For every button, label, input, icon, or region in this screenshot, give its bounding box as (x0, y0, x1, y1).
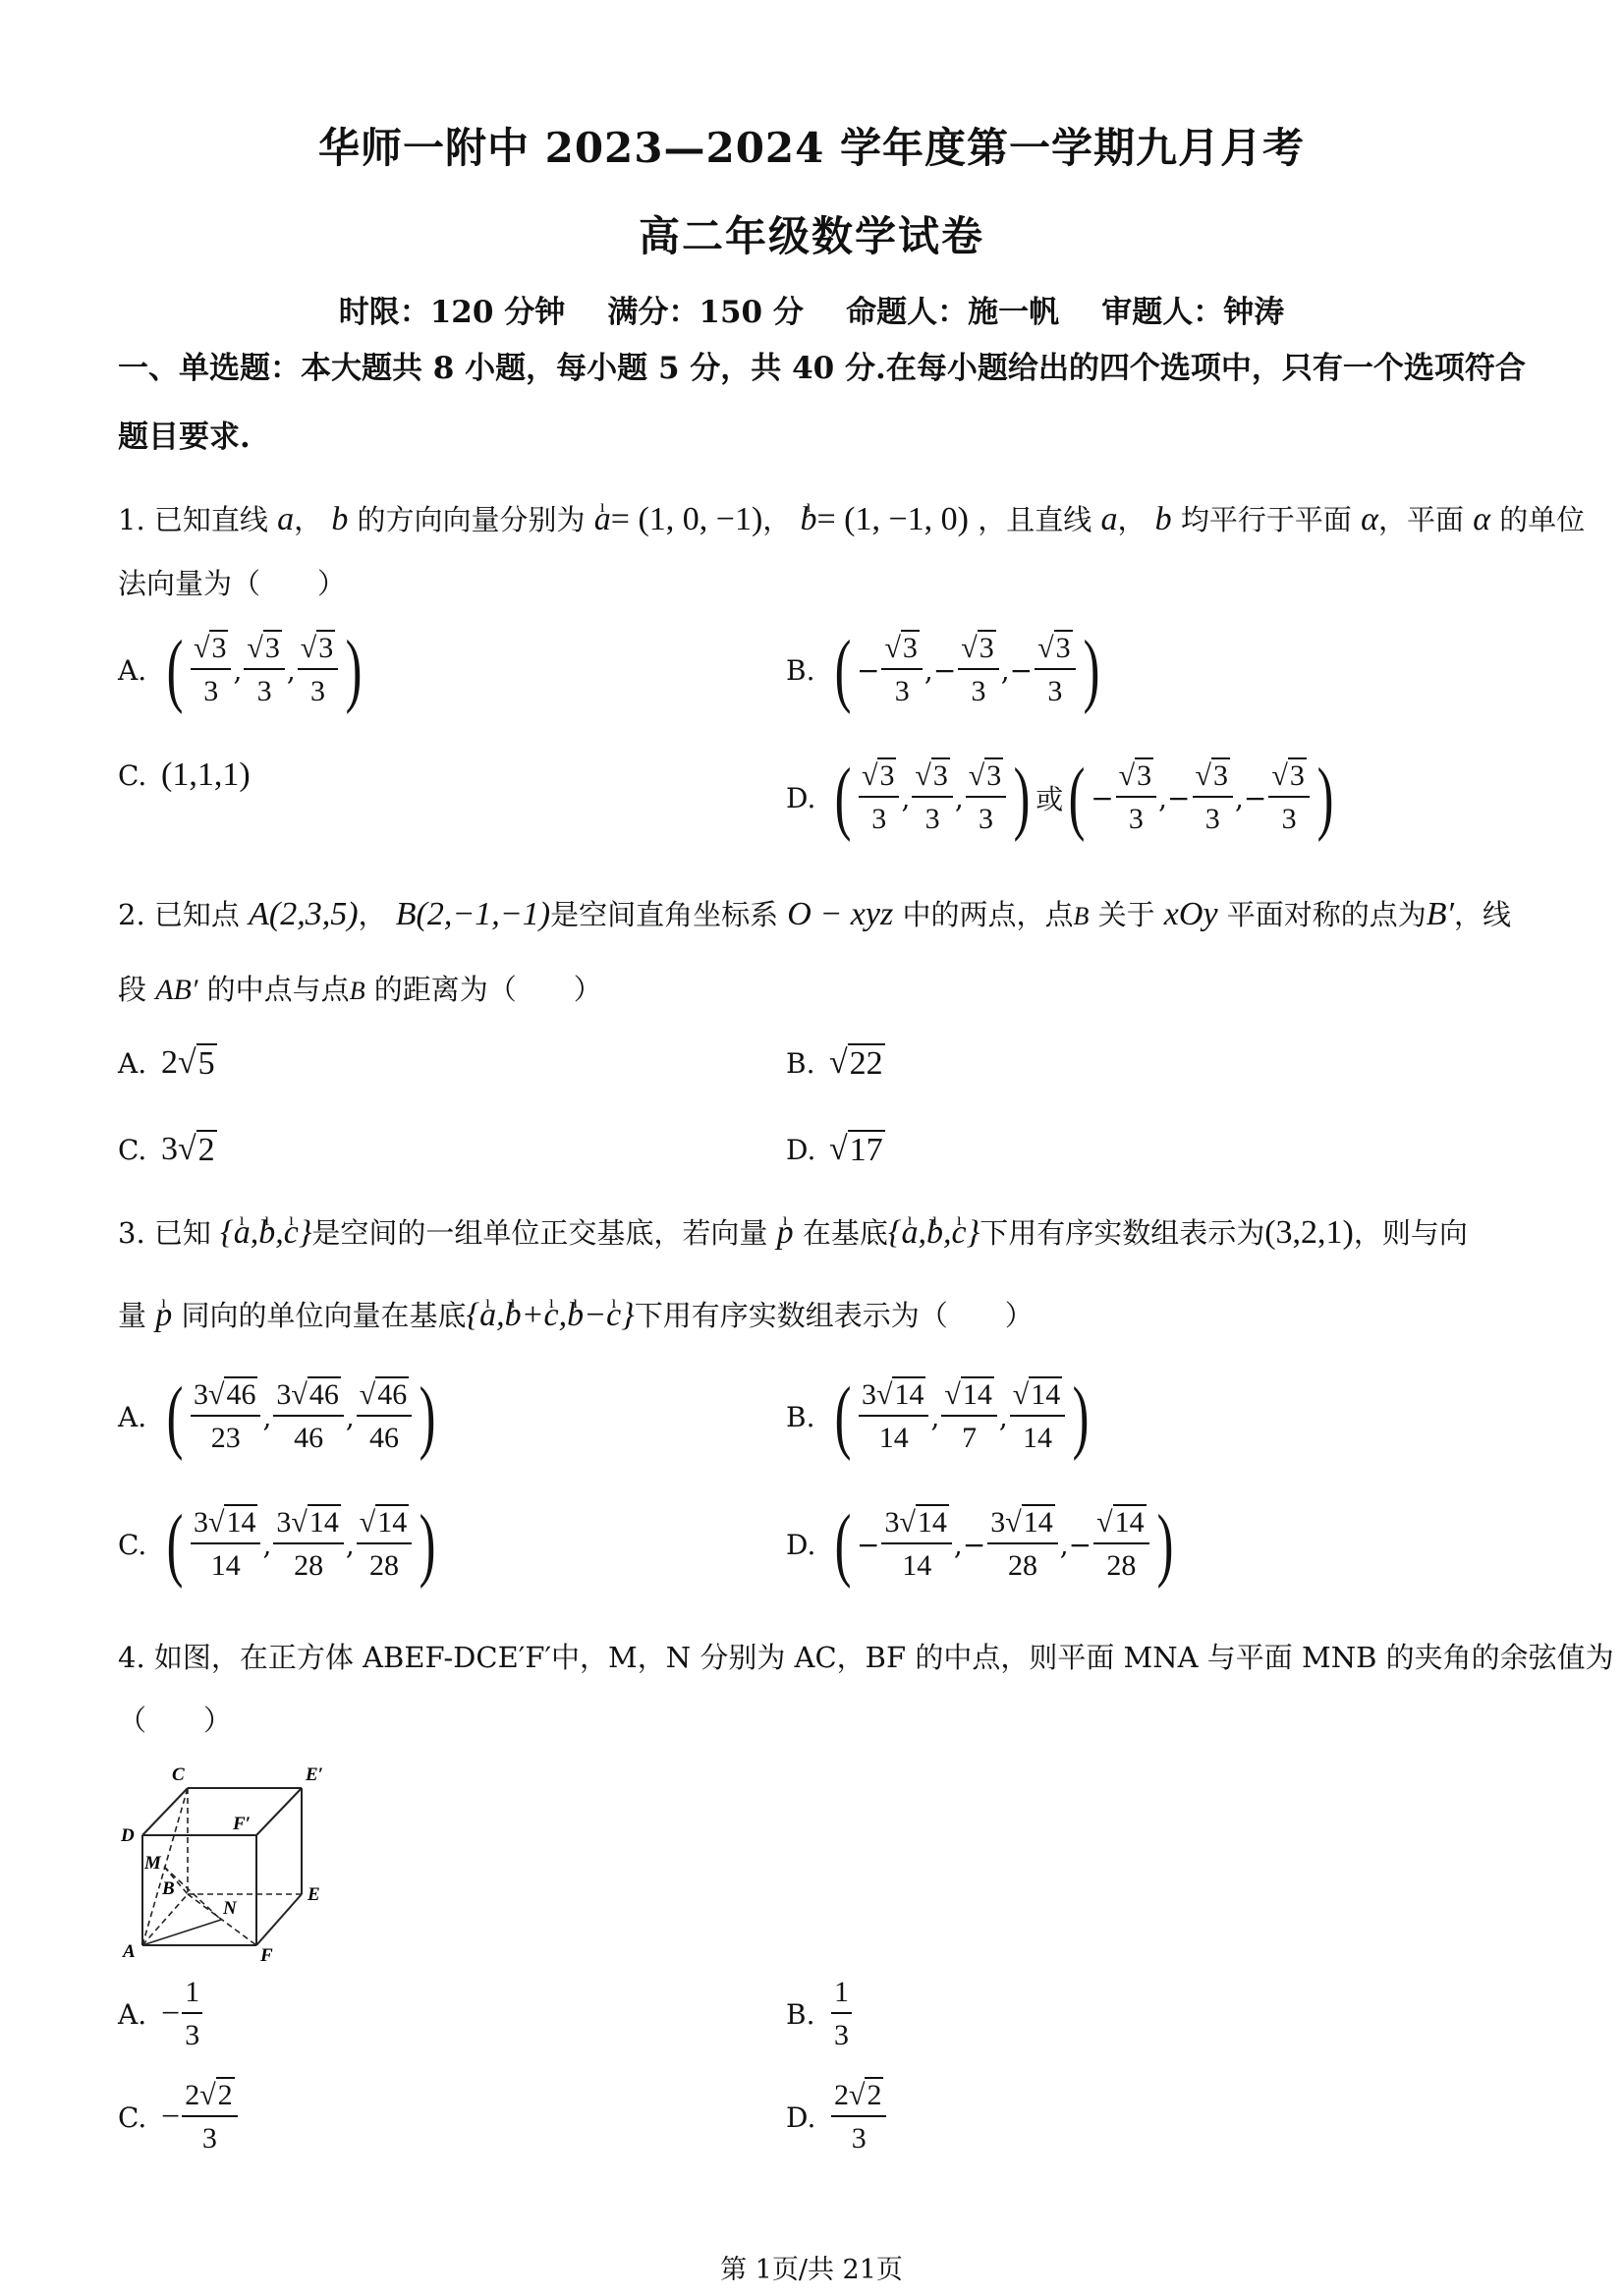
q2-text: ，线 (1454, 898, 1512, 931)
fraction: $\frac{√46}{46}$ (357, 1377, 412, 1456)
var-b-point: B (1073, 902, 1090, 930)
plane-xoy: xOy (1163, 896, 1218, 932)
option-label: C. (118, 758, 147, 792)
q2-text: 2. 已知点 (118, 898, 240, 931)
option-label: A. (118, 1997, 147, 2031)
q3-text: 3. 已知 (118, 1216, 211, 1250)
q3-text: ，则与向 (1353, 1216, 1468, 1250)
q1-text: 的单位 (1499, 503, 1586, 536)
q3-option-d[interactable]: D. ( − $\frac{3√14}{14}$ ,− $\frac{3√14}{28}$ ,− $\frac{√14}{28}$ ) (786, 1498, 1173, 1590)
cube-label-a: A (123, 1941, 136, 1962)
q4-option-d[interactable] (786, 2078, 888, 2156)
fraction: $\frac{3√14}{28}$ (273, 1505, 343, 1584)
q1-option-b[interactable]: B. ( − $\frac{√3}{3}$ ,− $\frac{√3}{3}$ ,− $\frac{√3}{3}$ ) (786, 624, 1099, 715)
q2-text: 平面对称的点为 (1226, 898, 1427, 931)
q4-stem-line1: 4. 如图，在正方体 ABEF-DCE′F′中，M，N 分别为 AC，BF 的中点，则平面 MNA 与平面 MNB 的夹角的余弦值为 (118, 1641, 1614, 1674)
section-heading: 一、单选题：本大题共 8 小题，每小题 5 分，共 40 分.在每小题给出的四个选项中，只有一个选项符合题目要求. (118, 351, 1526, 455)
option-label: D. (786, 2100, 816, 2134)
q1-text: 1. 已知直线 (118, 503, 268, 536)
fraction: $\frac{3√46}{46}$ (273, 1377, 343, 1456)
q2-option-d[interactable]: D. √ 17 (786, 1131, 883, 1168)
cube-label-e: E (308, 1884, 320, 1905)
cube-label-f-prime: F′ (233, 1814, 252, 1834)
fraction: $\frac{1}{3}$ (182, 1975, 202, 2053)
q1-stem-line1: 1. 已知直线 a， b 的方向向量分别为 ı a= (1, 0, −1)， ı b= (1, −1, 0) ，且直线 a， b 均平行于平面 α，平面 α 的单位 (118, 501, 1585, 538)
q2-option-b[interactable]: B. √ 22 (786, 1044, 883, 1082)
option-label: C. (118, 2100, 147, 2134)
q1-option-a[interactable]: A. ( $\frac{√3}{3}$ , $\frac{√3}{3}$ , $\frac{√3}{3}$ ) (118, 624, 363, 715)
coefficient: 3 (161, 1131, 178, 1167)
cube-label-f: F (260, 1945, 273, 1965)
q3-text: 下用有序实数组表示为（ ） (634, 1299, 1034, 1332)
option-label: A. (118, 1400, 147, 1433)
fraction: $\frac{√14}{28}$ (357, 1505, 412, 1584)
q2-stem-line1: 2. 已知点 A(2,3,5)， B(2,−1,−1)是空间直角坐标系 O − xyz 中的两点，点B 关于 xOy 平面对称的点为B′，线 (118, 896, 1512, 932)
option-label: A. (118, 1046, 147, 1080)
coordinate-system: O − xyz (787, 896, 894, 932)
fraction: $\frac{√3}{3}$ (1035, 631, 1075, 709)
q2-text: 中的两点，点 (902, 898, 1074, 931)
point-b-prime: B′ (1426, 896, 1454, 932)
point-b: B(2,−1,−1) (395, 896, 551, 932)
fraction: $\frac{√3}{3}$ (859, 758, 899, 837)
q2-text: 段 (118, 973, 147, 1006)
q1-text: ，平面 (1377, 503, 1464, 536)
fraction: $\frac{3√46}{23}$ (191, 1377, 260, 1456)
q4-stem-line2: （ ） (118, 1704, 233, 1737)
exam-meta: 时限：120 分钟 满分：150 分 命题人：施一帆 审题人：钟涛 (338, 295, 1285, 330)
fraction: $\frac{2√2}{3}$ (831, 2078, 886, 2156)
q3-text: 下用有序实数组表示为 (979, 1216, 1265, 1250)
fraction: $\frac{√3}{3}$ (1268, 758, 1309, 837)
q4-option-c[interactable]: C. − $\frac{2√2}{3}$ (118, 2078, 240, 2156)
radicand: 5 (197, 1045, 215, 1082)
option-label: C. (118, 1133, 147, 1166)
basis-abc: {ı a,ı b,ı c} (220, 1214, 311, 1251)
q3-stem-line2 (118, 1297, 1034, 1334)
or-text: 或 (1035, 783, 1064, 815)
option-label: B. (786, 1997, 815, 2031)
cube-label-m: M (144, 1853, 161, 1874)
option-value: (1,1,1) (161, 756, 251, 793)
fraction: $\frac{√3}{3}$ (912, 758, 952, 837)
page-number: 第 1页/共 21页 (720, 2255, 903, 2285)
q2-option-c[interactable]: C. 3 √ 2 (118, 1131, 215, 1168)
radicand: 2 (197, 1132, 215, 1168)
exam-subtitle: 高二年级数学试卷 (638, 212, 984, 260)
fraction: $\frac{3√14}{28}$ (987, 1505, 1057, 1584)
q1-text: ，且直线 (978, 503, 1092, 536)
option-label: B. (786, 1046, 815, 1080)
fraction: $\frac{√3}{3}$ (191, 631, 231, 709)
var-alpha: α (1473, 501, 1491, 537)
option-label: D. (786, 1133, 816, 1166)
fraction: $\frac{√3}{3}$ (298, 631, 338, 709)
option-label: D. (786, 781, 816, 814)
radicand: 17 (849, 1132, 883, 1168)
cube-label-b: B (162, 1878, 175, 1899)
vector-a-value: = (1, 0, −1) (610, 501, 763, 537)
fraction: $\frac{√3}{3}$ (244, 631, 284, 709)
fraction: $\frac{√3}{3}$ (1193, 758, 1233, 837)
vector-p: ı p (777, 1214, 794, 1252)
q3-option-b[interactable]: B. ( $\frac{3√14}{14}$ , $\frac{√14}{7}$ , $\frac{√14}{14}$ ) (786, 1371, 1090, 1462)
q2-text: 的中点与点 (206, 973, 350, 1006)
var-a: a (277, 501, 295, 537)
fraction: $\frac{√14}{28}$ (1093, 1505, 1148, 1584)
q1-text: 的方向向量分别为 (357, 503, 586, 536)
point-a: A(2,3,5) (249, 896, 359, 932)
q3-option-c[interactable]: C. ( $\frac{3√14}{14}$ , $\frac{3√14}{28}$ , $\frac{√14}{28}$ ) (118, 1498, 436, 1590)
fraction: $\frac{√14}{7}$ (941, 1377, 996, 1456)
option-label: C. (118, 1528, 147, 1561)
q1-option-d[interactable]: D. ( $\frac{√3}{3}$ , $\frac{√3}{3}$ , $\frac{√3}{3}$ ) 或 ( − $\frac{√3}{3}$ ,− $\frac{√3}{3}$ ,− $\frac{√3}{3}$ ) (786, 752, 1334, 843)
var-b: b (1154, 501, 1172, 537)
cube-label-n: N (223, 1898, 237, 1919)
var-b: b (331, 501, 349, 537)
exam-title: 华师一附中 2023—2024 学年度第一学期九月月考 (317, 124, 1306, 172)
var-alpha: α (1361, 501, 1378, 537)
cube-figure (113, 1749, 349, 1965)
fraction: $\frac{√3}{3}$ (966, 758, 1006, 837)
q4-option-a[interactable]: A. − $\frac{1}{3}$ (118, 1975, 204, 2053)
fraction: $\frac{3√14}{14}$ (859, 1377, 928, 1456)
fraction: $\frac{√14}{14}$ (1010, 1377, 1065, 1456)
q1-text: 均平行于平面 (1180, 503, 1352, 536)
vector-b-value: = (1, −1, 0) (816, 501, 969, 537)
q3-text: 在基底 (802, 1216, 888, 1250)
q1-stem-line2: 法向量为（ ） (118, 567, 347, 600)
cube-label-d: D (121, 1825, 135, 1846)
vector-a: ı a (594, 501, 611, 538)
cube-label-c: C (172, 1764, 185, 1785)
q3-option-a[interactable]: A. ( $\frac{3√46}{23}$ , $\frac{3√46}{46}$ , $\frac{√46}{46}$ ) (118, 1371, 436, 1462)
segment-ab-prime: AB′ (155, 974, 198, 1006)
q2-text: 的距离为（ ） (373, 973, 602, 1006)
fraction: $\frac{2√2}{3}$ (182, 2078, 237, 2156)
q1-option-c[interactable] (118, 756, 251, 794)
basis-new: {ı a,ı b+ı c,ı b−ı c} (466, 1297, 634, 1333)
cube-label-e-prime: E′ (306, 1764, 324, 1785)
radicand: 22 (849, 1045, 883, 1082)
q2-text: 是空间直角坐标系 (550, 898, 779, 931)
fraction: $\frac{√3}{3}$ (881, 631, 922, 709)
fraction: $\frac{√3}{3}$ (1116, 758, 1156, 837)
q3-text: 同向的单位向量在基底 (181, 1299, 467, 1332)
fraction: $\frac{3√14}{14}$ (191, 1505, 260, 1584)
vector-p: ı p (155, 1297, 172, 1334)
var-b-point: B (349, 977, 365, 1005)
q3-stem-line1 (118, 1214, 1468, 1252)
option-label: A. (118, 653, 147, 687)
q3-text: 是空间的一组单位正交基底，若向量 (311, 1216, 768, 1250)
vector-b: ı b (801, 501, 817, 538)
option-label: B. (786, 653, 815, 687)
option-label: D. (786, 1528, 816, 1561)
fraction: $\frac{3√14}{14}$ (881, 1505, 951, 1584)
fraction: $\frac{√3}{3}$ (958, 631, 998, 709)
q2-option-a[interactable]: A. 2 √ 5 (118, 1044, 215, 1082)
basis-abc: {ı a,ı b,ı c} (888, 1214, 979, 1251)
coefficient: 2 (161, 1044, 178, 1081)
q2-text: 关于 (1097, 898, 1155, 931)
option-label: B. (786, 1400, 815, 1433)
q3-text: 量 (118, 1299, 147, 1332)
fraction: $\frac{1}{3}$ (831, 1975, 852, 2053)
q4-option-b[interactable] (786, 1975, 854, 2053)
var-a: a (1100, 501, 1118, 537)
tuple: (3,2,1) (1264, 1214, 1354, 1251)
q2-stem-line2 (118, 971, 602, 1010)
